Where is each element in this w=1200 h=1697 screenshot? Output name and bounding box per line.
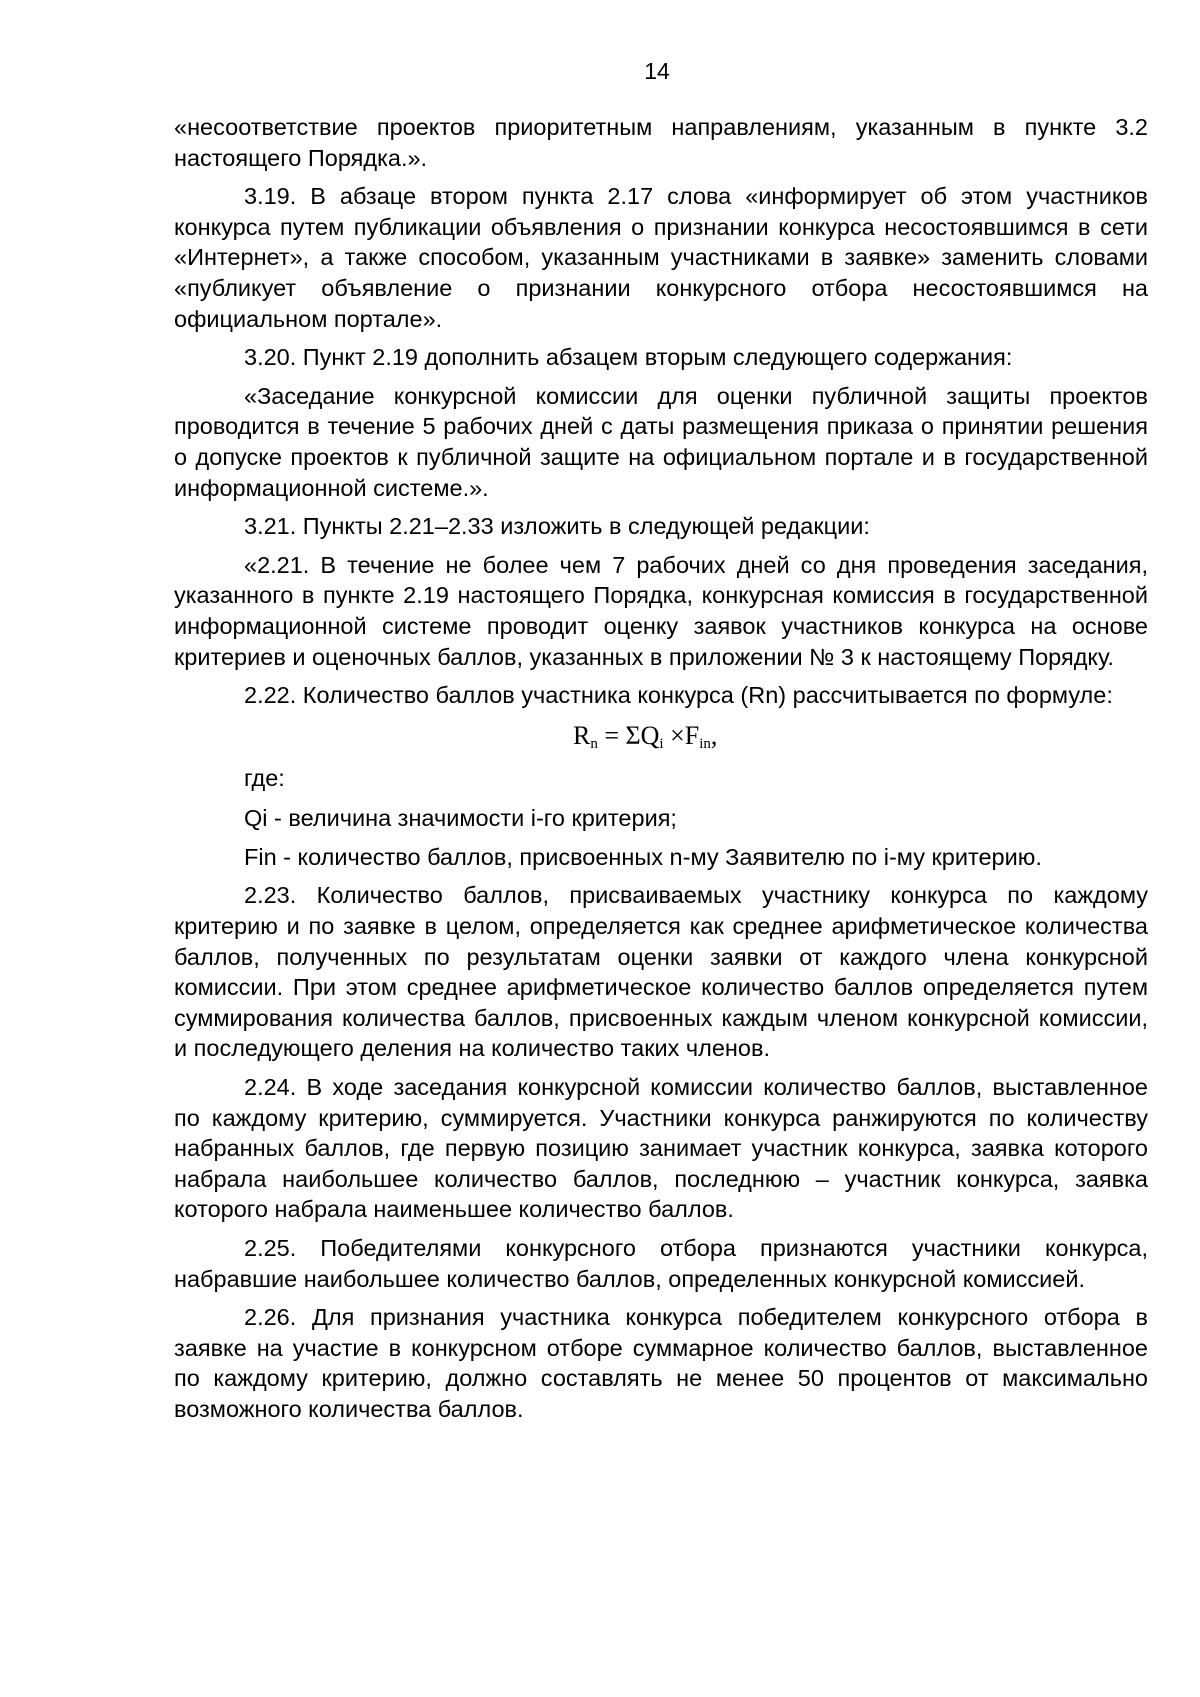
- definition-qi: Qi - величина значимости i-го критерия;: [244, 805, 677, 832]
- formula-r: R: [573, 720, 591, 750]
- formula-times-f: ×F: [663, 720, 700, 750]
- paragraph-2-21: «2.21. В течение не более чем 7 рабочих дней со дня проведения заседания, указанного в пункте 2.19 настоящего Порядка, конкурсная комиссия в государственной информационной системе проводит оценку заявок участников конкурса на основе критериев и оценочных баллов, указанных в приложении № 3 к настоящему Порядку.: [174, 551, 1148, 670]
- formula-r-subscript: n: [590, 735, 598, 752]
- paragraph-2-24: 2.24. В ходе заседания конкурсной комиссии количество баллов, выставленное по каждому критерию, суммируется. Участники конкурса ранжируются по количеству набранных баллов, где первую позицию занимает участник конкурса, заявка которого набрала наибольшее количество баллов, последнюю – участник конкурса, заявка которого набрала наименьшее количество баллов.: [174, 1074, 1148, 1223]
- formula-comma: ,: [710, 720, 718, 750]
- where-label: где:: [244, 764, 285, 791]
- paragraph-3-21: 3.21. Пункты 2.21–2.33 изложить в следующей редакции:: [244, 513, 870, 540]
- paragraph-quoted-meeting: «Заседание конкурсной комиссии для оценки публичной защиты проектов проводится в течение 5 рабочих дней с даты размещения приказа о принятии решения о допуске проектов к публичной защите на официальном портале и в государственной информационной системе.».: [174, 382, 1148, 501]
- paragraph-3-19: 3.19. В абзаце втором пункта 2.17 слова «информирует об этом участников конкурса путем публикации объявления о признании конкурса несостоявшимся в сети «Интернет», а также способом, указанным участниками в заявке» заменить словами «публикует объявление о признании конкурсного отбора несостоявшимся на официальном портале».: [174, 183, 1148, 332]
- page-number: 14: [644, 58, 670, 84]
- score-formula: [174, 719, 1148, 753]
- document-body: [174, 112, 1148, 1433]
- formula-f-subscript: in: [699, 735, 711, 752]
- paragraph-2-25: 2.25. Победителями конкурсного отбора признаются участники конкурса, набравшие наибольшее количество баллов, определенных конкурсной комиссией.: [174, 1235, 1148, 1292]
- paragraph-2-26: 2.26. Для признания участника конкурса победителем конкурсного отбора в заявке на участие в конкурсном отборе суммарное количество баллов, выставленное по каждому критерию, должно составлять не менее 50 процентов от максимально возможного количества баллов.: [174, 1304, 1148, 1422]
- paragraph-3-20: 3.20. Пункт 2.19 дополнить абзацем вторым следующего содержания:: [244, 344, 1013, 371]
- paragraph-2-23: 2.23. Количество баллов, присваиваемых участнику конкурса по каждому критерию и по заявке в целом, определяется как среднее арифметическое количества баллов, полученных по результатам оценки заявки от каждого члена конкурсной комиссии. При этом среднее арифметическое количество баллов определяется путем суммирования количества баллов, присвоенных каждым членом конкурсной комиссии, и последующего деления на количество таких членов.: [174, 882, 1148, 1062]
- paragraph-2-22: 2.22. Количество баллов участника конкурса (Rn) рассчитывается по формуле:: [244, 682, 1113, 709]
- paragraph-continuation: «несоответствие проектов приоритетным направлениям, указанным в пункте 3.2 настоящего Порядка.».: [174, 114, 1148, 171]
- formula-q-subscript: i: [659, 735, 664, 752]
- definition-fin: Fin - количество баллов, присвоенных n-му Заявителю по i-му критерию.: [244, 843, 1042, 870]
- formula-sum-q: = ΣQ: [597, 720, 660, 750]
